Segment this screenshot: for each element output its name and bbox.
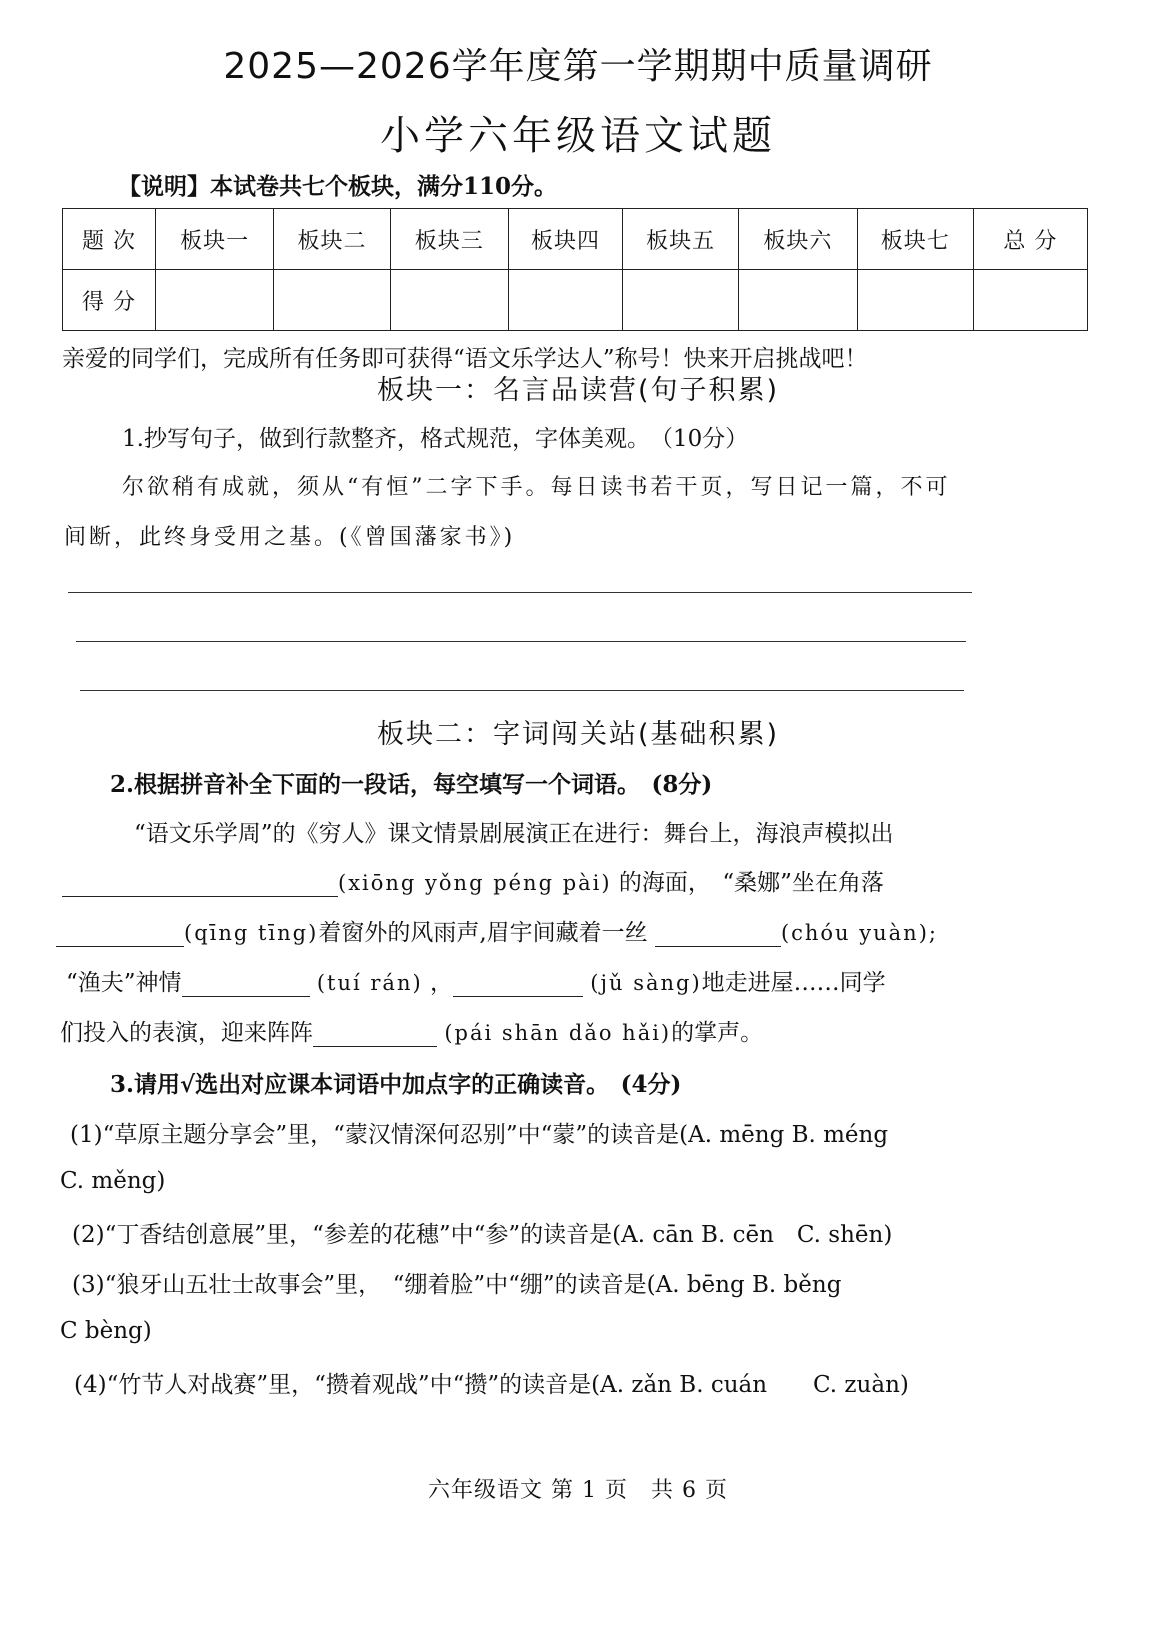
passage-line-2 xyxy=(62,864,884,897)
answer-blank[interactable] xyxy=(182,974,310,997)
question-3-2: (2)“丁香结创意展”里，“参差的花穗”中“参”的读音是(A. cān B. cēn C. shēn) xyxy=(72,1222,893,1248)
question-1: 1.抄写句子，做到行款整齐，格式规范，字体美观。 （10分） xyxy=(122,426,749,452)
section1-title: 板块一：名言品读营(句子积累) xyxy=(376,375,780,406)
quote-line-2: 间断，此终身受用之基。(《曾国藩家书》) xyxy=(64,525,516,550)
exam-subtitle: 小学六年级语文试题 xyxy=(380,113,776,159)
passage-line-3 xyxy=(56,914,938,947)
page-footer: 六年级语文 第 1 页 共 6 页 xyxy=(428,1478,728,1503)
score-cell[interactable] xyxy=(155,270,273,331)
answer-blank[interactable] xyxy=(313,1024,437,1047)
exam-title: 2025—2026学年度第一学期期中质量调研 xyxy=(223,46,933,87)
pinyin-hint: (pái shān dǎo hǎi) xyxy=(444,1021,672,1045)
answer-blank[interactable] xyxy=(655,924,781,947)
pinyin-hint: (xiōng yǒng péng pài) xyxy=(338,871,612,895)
score-cell[interactable] xyxy=(274,270,390,331)
exam-note: 【说明】本试卷共七个板块，满分110分。 xyxy=(118,173,558,200)
answer-blank[interactable] xyxy=(56,924,184,947)
header-cell: 总 分 xyxy=(973,209,1087,270)
score-cell[interactable] xyxy=(973,270,1087,331)
question-3-1-cont: C. měng) xyxy=(60,1168,166,1194)
header-cell: 题 次 xyxy=(63,209,156,270)
question-3-3-cont: C bèng) xyxy=(60,1318,152,1344)
score-cell[interactable] xyxy=(508,270,622,331)
pinyin-hint: (chóu yuàn); xyxy=(780,921,938,945)
quote-line-1: 尔欲稍有成就，须从“有恒”二字下手。每日读书若干页，写日记一篇，不可 xyxy=(122,475,951,500)
score-cell[interactable] xyxy=(857,270,973,331)
header-cell: 板块四 xyxy=(508,209,622,270)
header-cell: 板块五 xyxy=(623,209,739,270)
header-cell: 板块一 xyxy=(155,209,273,270)
score-label-cell: 得 分 xyxy=(63,270,156,331)
passage-text: 地走进屋……同学 xyxy=(701,970,886,996)
answer-blank[interactable] xyxy=(453,974,583,997)
pinyin-hint: (qīng tīng) xyxy=(184,921,319,945)
passage-text: 的掌声。 xyxy=(671,1020,764,1046)
header-cell: 板块六 xyxy=(739,209,857,270)
score-cell[interactable] xyxy=(739,270,857,331)
pinyin-hint: (tuí rán) xyxy=(316,971,423,995)
pinyin-hint: (jǔ sàng) xyxy=(590,971,702,995)
passage-text: 的海面， “桑娜”坐在角落 xyxy=(618,870,884,896)
greeting-text: 亲爱的同学们，完成所有任务即可获得“语文乐学达人”称号！快来开启挑战吧！ xyxy=(62,346,868,372)
score-cell[interactable] xyxy=(390,270,508,331)
passage-line-5 xyxy=(60,1014,763,1047)
section2-title: 板块二：字词闯关站(基础积累) xyxy=(376,719,780,750)
writing-line[interactable] xyxy=(68,592,972,593)
score-table xyxy=(62,208,1088,331)
passage-text: 着窗外的风雨声,眉宇间藏着一丝 xyxy=(318,920,648,946)
header-cell: 板块二 xyxy=(274,209,390,270)
writing-line[interactable] xyxy=(80,690,964,691)
score-cell[interactable] xyxy=(623,270,739,331)
passage-text: “渔夫”神情 xyxy=(66,970,182,996)
answer-blank[interactable] xyxy=(62,874,338,897)
question-3-1: (1)“草原主题分享会”里，“蒙汉情深何忍别”中“蒙”的读音是(A. mēng B. méng xyxy=(70,1122,889,1148)
question-2: 2.根据拼音补全下面的一段话，每空填写一个词语。 (8分) xyxy=(110,771,713,798)
question-3-3: (3)“狼牙山五壮士故事会”里， “绷着脸”中“绷”的读音是(A. bēng B. běng xyxy=(72,1272,842,1298)
question-3-4: (4)“竹节人对战赛”里，“攒着观战”中“攒”的读音是(A. zǎn B. cuán C. zuàn) xyxy=(74,1372,909,1398)
question-3: 3.请用√选出对应课本词语中加点字的正确读音。 (4分) xyxy=(110,1071,682,1098)
passage-text: 们投入的表演，迎来阵阵 xyxy=(60,1020,313,1046)
score-value-row xyxy=(63,270,1088,331)
header-cell: 板块七 xyxy=(857,209,973,270)
writing-line[interactable] xyxy=(76,641,966,642)
passage-line-4 xyxy=(66,964,886,997)
passage-line-1: “语文乐学周”的《穷人》课文情景剧展演正在进行：舞台上，海浪声模拟出 xyxy=(134,821,894,847)
header-cell: 板块三 xyxy=(390,209,508,270)
score-header-row xyxy=(63,209,1088,270)
passage-text: ， xyxy=(429,970,453,996)
